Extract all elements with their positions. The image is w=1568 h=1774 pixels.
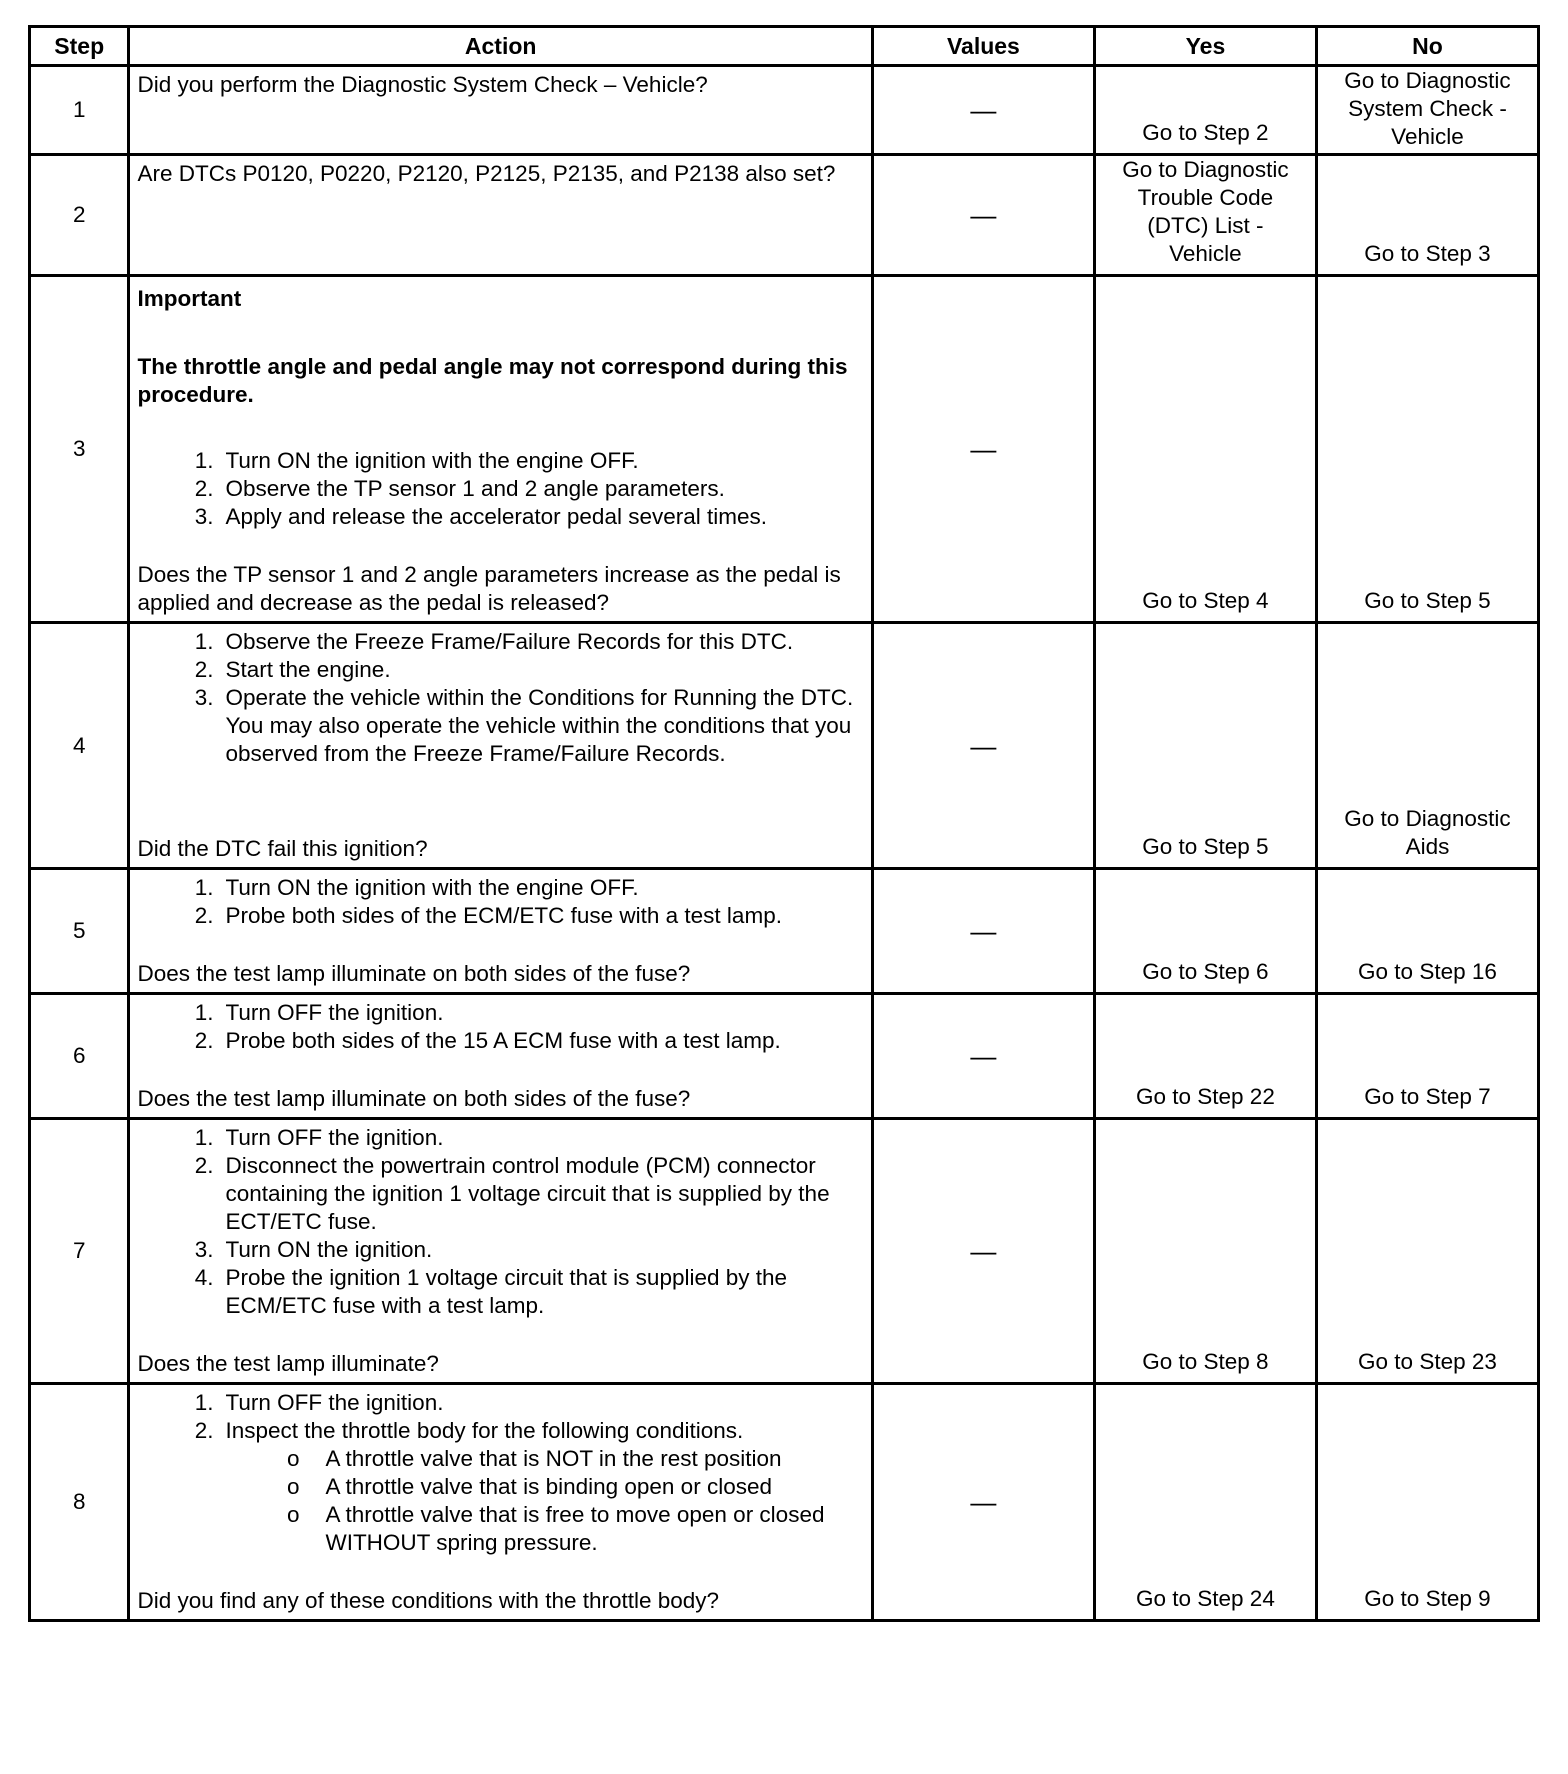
values-cell: —	[872, 66, 1094, 155]
header-step: Step	[30, 27, 129, 66]
no-cell: Go to Step 3	[1316, 155, 1538, 276]
important-note: The throttle angle and pedal angle may not correspond during this procedure.	[137, 354, 848, 407]
yes-cell: Go to Step 2	[1094, 66, 1316, 155]
values-cell: —	[872, 1384, 1094, 1621]
action-cell	[129, 994, 872, 1119]
action-question: Does the TP sensor 1 and 2 angle parameters increase as the pedal is applied and decrease as the pedal is released?	[137, 562, 841, 615]
yes-cell: Go to Step 6	[1094, 869, 1316, 994]
action-cell	[129, 1384, 872, 1621]
header-row	[30, 27, 1539, 66]
action-question: Does the test lamp illuminate on both sides of the fuse?	[137, 1086, 691, 1111]
yes-cell: Go to Step 24	[1094, 1384, 1316, 1621]
step-number: 1	[30, 66, 129, 155]
action-question: Did you perform the Diagnostic System Check – Vehicle?	[137, 72, 708, 97]
instruction-list	[137, 447, 862, 531]
action-question: Does the test lamp illuminate?	[137, 1351, 439, 1376]
table-row	[30, 66, 1539, 155]
action-cell	[129, 276, 872, 623]
yes-cell: Go to Step 4	[1094, 276, 1316, 623]
condition-item: o A throttle valve that is free to move open or closed WITHOUT spring pressure.	[237, 1501, 862, 1557]
instruction-item: 4. Probe the ignition 1 voltage circuit that is supplied by the ECM/ETC fuse with a test lamp.	[194, 1265, 788, 1318]
action-cell	[129, 1119, 872, 1384]
instruction-item: 3. Apply and release the accelerator pedal several times.	[194, 504, 768, 529]
instruction-item: 1. Turn ON the ignition with the engine OFF.	[194, 875, 639, 900]
instruction-item: 2. Start the engine.	[194, 657, 391, 682]
table-row	[30, 276, 1539, 623]
no-cell: Go to Step 7	[1316, 994, 1538, 1119]
yes-cell: Go to Diagnostic Trouble Code (DTC) List - Vehicle	[1094, 155, 1316, 276]
yes-cell: Go to Step 5	[1094, 623, 1316, 869]
condition-item: o A throttle valve that is NOT in the rest position	[237, 1445, 862, 1473]
header-no: No	[1316, 27, 1538, 66]
yes-cell: Go to Step 22	[1094, 994, 1316, 1119]
action-cell	[129, 869, 872, 994]
no-cell: Go to Diagnostic Aids	[1316, 623, 1538, 869]
instruction-item: 1. Turn OFF the ignition.	[194, 1390, 444, 1415]
table-row	[30, 623, 1539, 869]
table-row	[30, 155, 1539, 276]
yes-cell: Go to Step 8	[1094, 1119, 1316, 1384]
instruction-list	[137, 999, 862, 1055]
table-row	[30, 994, 1539, 1119]
values-cell: —	[872, 1119, 1094, 1384]
action-question: Does the test lamp illuminate on both sides of the fuse?	[137, 961, 691, 986]
header-yes: Yes	[1094, 27, 1316, 66]
instruction-item: 1. Turn ON the ignition with the engine OFF.	[194, 448, 639, 473]
instruction-list	[137, 628, 862, 768]
action-question: Did you find any of these conditions with the throttle body?	[137, 1588, 720, 1613]
step-number: 7	[30, 1119, 129, 1384]
action-cell	[129, 155, 872, 276]
instruction-item: 2. Inspect the throttle body for the following conditions.	[194, 1418, 744, 1443]
values-cell: —	[872, 869, 1094, 994]
table-row	[30, 1384, 1539, 1621]
values-cell: —	[872, 155, 1094, 276]
instruction-item: 2. Probe both sides of the ECM/ETC fuse with a test lamp.	[194, 903, 782, 928]
no-cell: Go to Step 5	[1316, 276, 1538, 623]
instruction-item: 2. Probe both sides of the 15 A ECM fuse with a test lamp.	[194, 1028, 781, 1053]
no-cell: Go to Diagnostic System Check - Vehicle	[1316, 66, 1538, 155]
no-cell: Go to Step 23	[1316, 1119, 1538, 1384]
instruction-list	[137, 1389, 862, 1445]
instruction-item: 2. Observe the TP sensor 1 and 2 angle parameters.	[194, 476, 725, 501]
bullet-icon: o	[286, 1502, 300, 1527]
step-number: 3	[30, 276, 129, 623]
action-question: Did the DTC fail this ignition?	[137, 836, 428, 861]
instruction-item: 1. Turn OFF the ignition.	[194, 1125, 444, 1150]
instruction-item: 2. Disconnect the powertrain control module (PCM) connector containing the ignition 1 voltage circuit that is supplied by the ECT/ETC fuse.	[194, 1153, 830, 1234]
values-cell: —	[872, 623, 1094, 869]
step-number: 6	[30, 994, 129, 1119]
step-number: 5	[30, 869, 129, 994]
instruction-item: 1. Observe the Freeze Frame/Failure Records for this DTC.	[194, 629, 794, 654]
header-values: Values	[872, 27, 1094, 66]
step-number: 4	[30, 623, 129, 869]
important-title: Important	[137, 286, 242, 311]
no-cell: Go to Step 9	[1316, 1384, 1538, 1621]
header-action: Action	[129, 27, 872, 66]
instruction-list	[137, 874, 862, 930]
instruction-item: 1. Turn OFF the ignition.	[194, 1000, 444, 1025]
instruction-item: 3. Operate the vehicle within the Conditions for Running the DTC. You may also operate the vehicle within the conditions that you observed from the Freeze Frame/Failure Records.	[194, 685, 854, 766]
values-cell: —	[872, 276, 1094, 623]
action-question: Are DTCs P0120, P0220, P2120, P2125, P2135, and P2138 also set?	[137, 161, 836, 186]
step-number: 8	[30, 1384, 129, 1621]
condition-item: o A throttle valve that is binding open or closed	[237, 1473, 862, 1501]
bullet-icon: o	[286, 1446, 300, 1471]
diagnostic-table	[28, 25, 1540, 1622]
action-cell	[129, 66, 872, 155]
condition-list	[137, 1445, 862, 1557]
step-number: 2	[30, 155, 129, 276]
values-cell: —	[872, 994, 1094, 1119]
action-cell	[129, 623, 872, 869]
table-row	[30, 1119, 1539, 1384]
table-row	[30, 869, 1539, 994]
no-cell: Go to Step 16	[1316, 869, 1538, 994]
instruction-item: 3. Turn ON the ignition.	[194, 1237, 433, 1262]
bullet-icon: o	[286, 1474, 300, 1499]
instruction-list	[137, 1124, 862, 1320]
